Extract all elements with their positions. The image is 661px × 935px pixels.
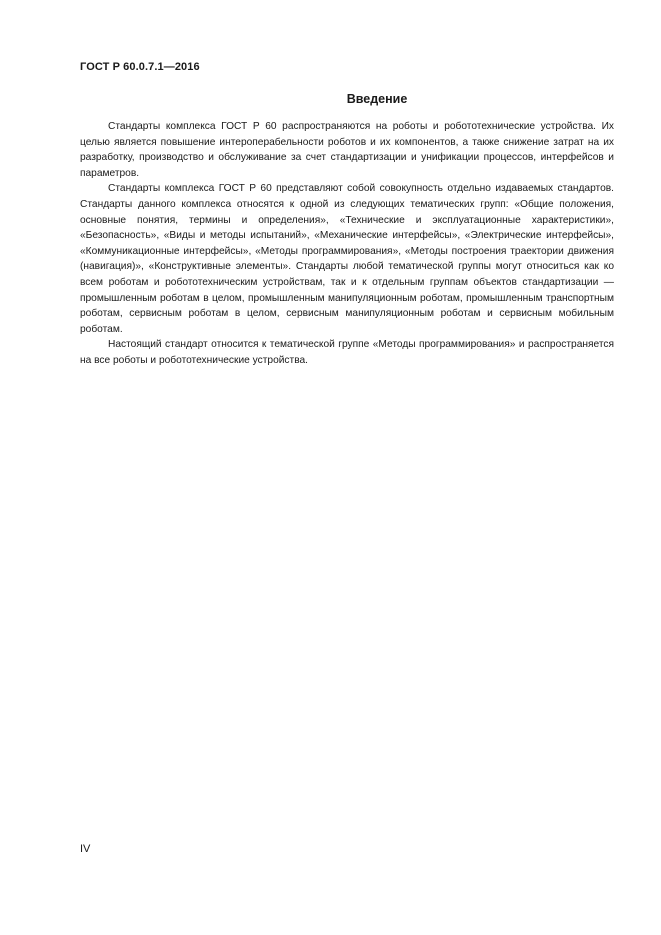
paragraph-2: Стандарты комплекса ГОСТ Р 60 представляют собой совокупность отдельно издаваемых стандартов. Стандарты данного комплекса относятся к одной из следующих тематических групп: «Общие положения, основные понятия, термины и определения», «Технические и эксплуатационные характеристики», «Безопасность», «Виды и методы испытаний», «Механические интерфейсы», «Электрические интерфейсы», «Коммуникационные интерфейсы», «Методы программирования», «Методы построения траектории движения (навигация)», «Конструктивные элементы». Стандарты любой тематической группы могут относиться как ко всем роботам и робототехническим устройствам, так и к отдельным группам объектов стандартизации — промышленным роботам в целом, промышленным манипуляционным роботам, промышленным транспортным роботам, сервисным роботам в целом, сервисным манипуляционным роботам и сервисным мобильным роботам. [80, 183, 614, 335]
paragraph-3: Настоящий стандарт относится к тематической группе «Методы программирования» и распространяется на все роботы и робототехнические устройства. [80, 339, 614, 366]
paragraph-1: Стандарты комплекса ГОСТ Р 60 распространяются на роботы и робототехнические устройства. Их целью является повышение интероперабельности роботов и их компонентов, а также снижение затрат на их разработку, производство и обслуживание за счет стандартизации и унификации процессов, интерфейсов и параметров. [80, 121, 614, 179]
section-title: Введение [346, 92, 408, 106]
document-code: ГОСТ Р 60.0.7.1—2016 [80, 61, 200, 73]
page-number: IV [80, 843, 91, 855]
body-text [80, 119, 614, 369]
